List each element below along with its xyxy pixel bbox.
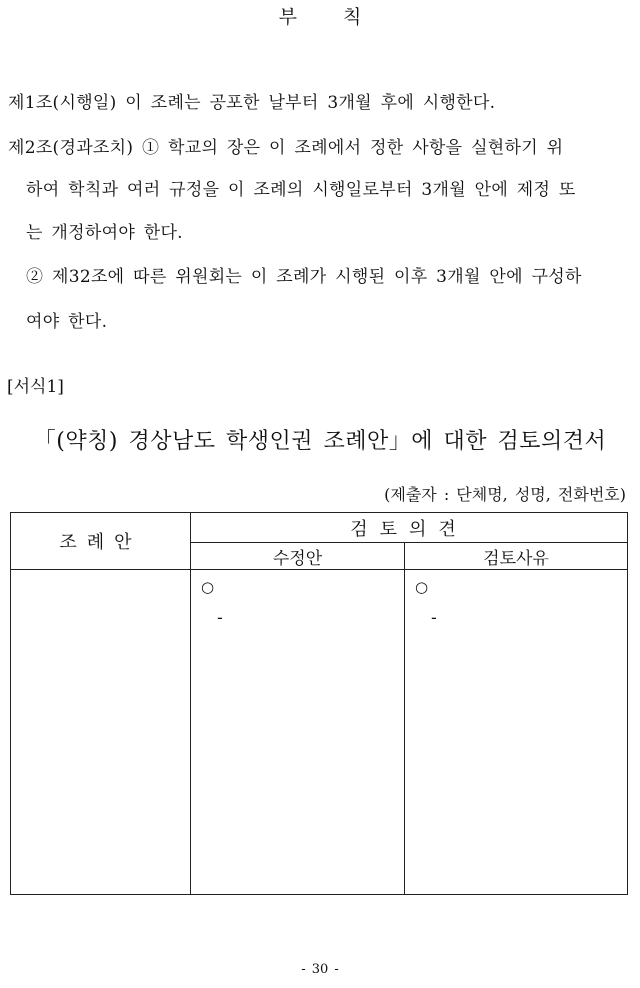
article-2-para-2-line-1: ② 제32조에 따른 위원회는 이 조례가 시행된 이후 3개월 안에 구성하 (26, 267, 582, 287)
ordinance-cell[interactable] (11, 570, 191, 895)
submitter-note: (제출자 : 단체명, 성명, 전화번호) (384, 485, 626, 504)
header-ordinance: 조례안 (11, 513, 191, 570)
dash-marker: - (431, 608, 437, 627)
article-2-line-3: 는 개정하여야 한다. (26, 223, 183, 243)
circle-bullet-icon: ○ (415, 578, 429, 596)
header-review-opinion: 검토의견 (191, 513, 628, 543)
header-reason: 검토사유 (405, 543, 628, 570)
article-1-line: 제1조(시행일) 이 조례는 공포한 날부터 3개월 후에 시행한다. (8, 93, 496, 113)
appendix-heading: 부칙 (278, 6, 408, 28)
circle-bullet-icon: ○ (201, 578, 215, 596)
form-title: 「(약칭) 경상남도 학생인권 조례안」에 대한 검토의견서 (33, 429, 607, 454)
dash-marker: - (217, 608, 223, 627)
revision-cell[interactable] (191, 570, 405, 895)
form-label: [서식1] (7, 377, 64, 397)
article-2-line-1: 제2조(경과조치) ① 학교의 장은 이 조례에서 정한 사항을 실현하기 위 (8, 138, 564, 158)
header-revision: 수정안 (191, 543, 405, 570)
reason-cell[interactable] (405, 570, 628, 895)
article-2-para-2-line-2: 여야 한다. (26, 312, 108, 332)
review-table (10, 512, 628, 895)
page-number: - 30 - (301, 962, 339, 977)
article-2-line-2: 하여 학칙과 여러 규정을 이 조례의 시행일로부터 3개월 안에 제정 또 (26, 180, 576, 200)
